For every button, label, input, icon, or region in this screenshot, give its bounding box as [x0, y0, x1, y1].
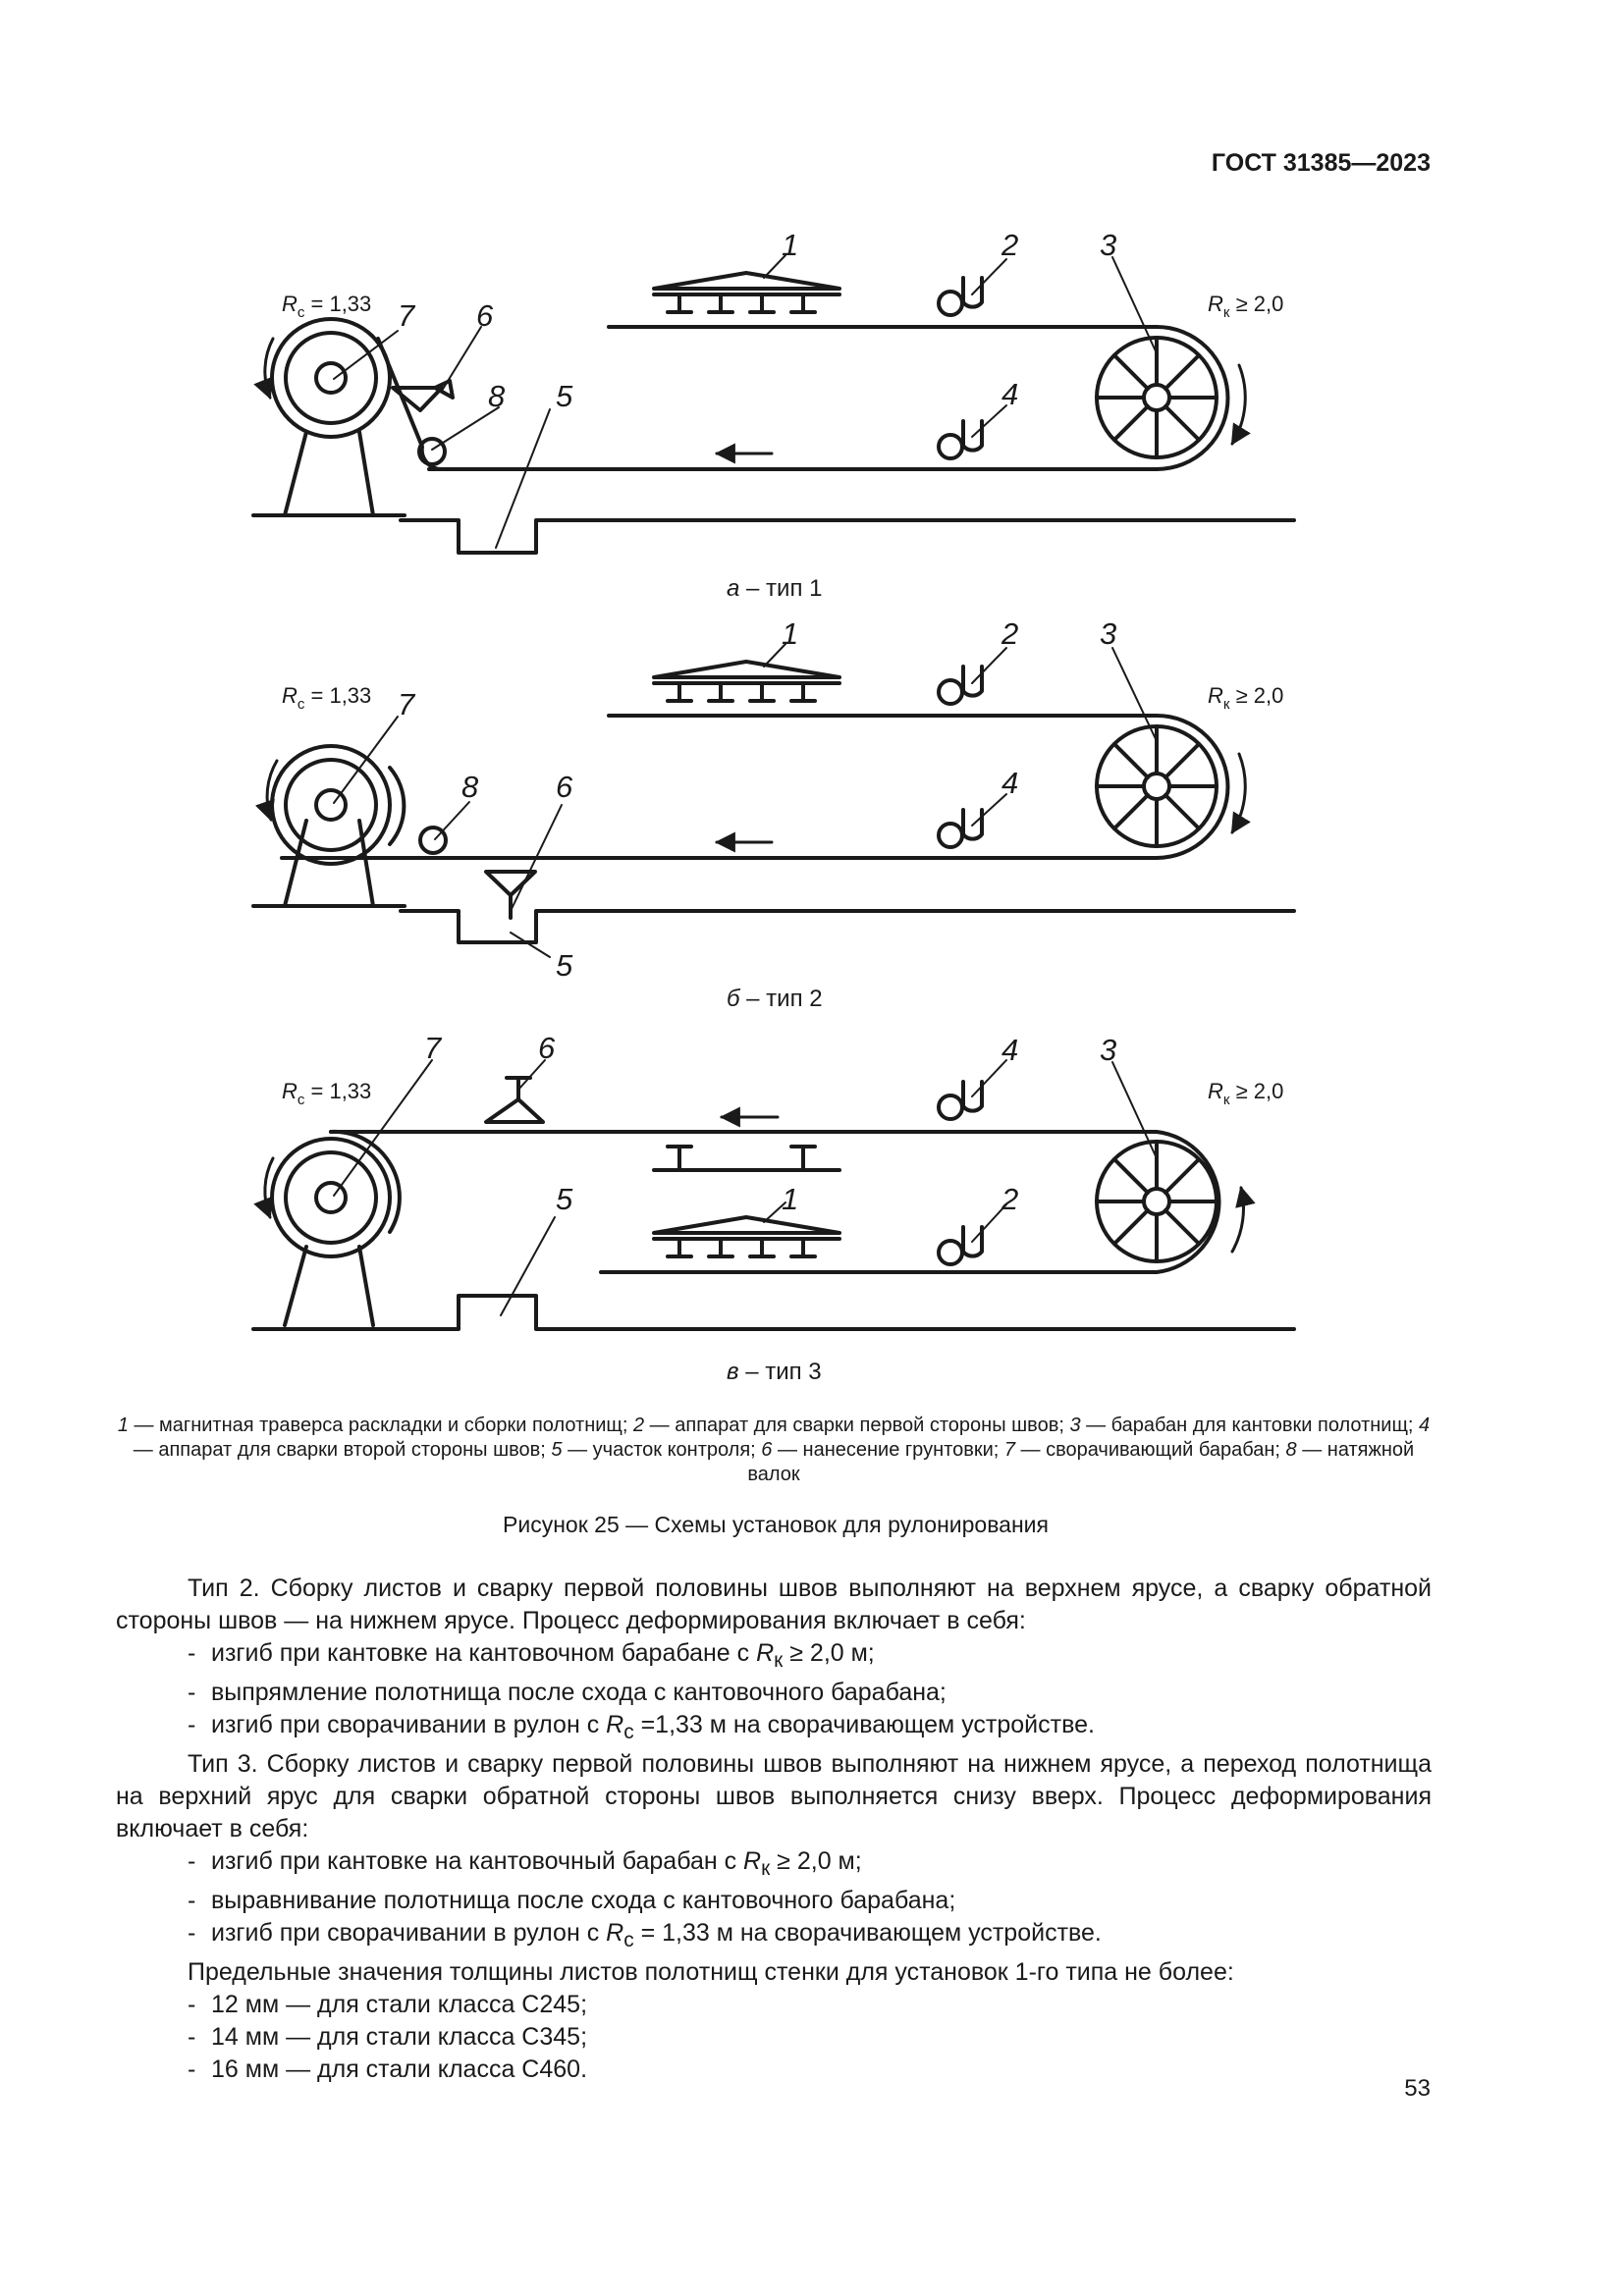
list-item: - 14 мм — для стали класса С345; — [188, 2023, 588, 2051]
label-3: 3 — [1100, 1033, 1117, 1067]
list-item: - изгиб при кантовке на кантовочный барабан с $R_к \ge 2,0$ м; — [188, 1847, 862, 1880]
label-8: 8 — [488, 379, 506, 413]
label-1: 1 — [782, 228, 799, 262]
label-7: 7 — [398, 687, 415, 721]
traverse-1 — [654, 1217, 839, 1256]
rk-label: $R_к \ge 2,0$ — [1208, 1079, 1284, 1108]
panel-caption-b: б – тип 2 — [727, 986, 823, 1012]
welder-2 — [939, 278, 982, 315]
label-7: 7 — [398, 298, 415, 333]
limits-paragraph: Предельные значения толщины листов полотнищ стенки для установок 1-го типа не более: — [188, 1958, 1234, 1986]
label-2: 2 — [1001, 1182, 1019, 1216]
label-3: 3 — [1100, 616, 1117, 651]
rc-label: $R_с = 1,33$ — [282, 683, 372, 713]
list-item: - 16 мм — для стали класса С460. — [188, 2056, 588, 2083]
label-8: 8 — [461, 770, 479, 804]
label-2: 2 — [1001, 228, 1019, 262]
label-6: 6 — [538, 1031, 556, 1065]
label-4: 4 — [1001, 1033, 1019, 1067]
label-1: 1 — [782, 616, 799, 651]
welder-4 — [939, 1082, 982, 1119]
label-1: 1 — [782, 1182, 799, 1216]
welder-2 — [939, 1227, 982, 1264]
list-item: - изгиб при сворачивании в рулон с $R_с = 1,33$ м на сворачивающем устройстве. — [188, 1919, 1102, 1951]
rc-label: $R_с = 1,33$ — [282, 1079, 372, 1108]
traverse-1 — [654, 662, 839, 701]
rk-label: $R_к \ge 2,0$ — [1208, 292, 1284, 321]
label-5: 5 — [556, 379, 573, 413]
kanting-drum-3 — [1097, 726, 1217, 846]
label-4: 4 — [1001, 766, 1019, 800]
label-5: 5 — [556, 948, 573, 983]
page-number: 53 — [1404, 2075, 1431, 2102]
kanting-drum-3 — [1097, 338, 1217, 457]
welder-4 — [939, 421, 982, 458]
type2-paragraph: Тип 2. Сборку листов и сварку первой половины швов выполняют на верхнем ярусе, а сварку обратной стороны швов — на нижнем ярусе. Процесс деформирования включает в себя: — [116, 1575, 1432, 1634]
body-text — [116, 1573, 1432, 2086]
label-6: 6 — [556, 770, 573, 804]
rc-label: $R_с = 1,33$ — [282, 292, 372, 321]
label-2: 2 — [1001, 616, 1019, 651]
list-item: - 12 мм — для стали класса С245; — [188, 1991, 588, 2018]
rk-label: $R_к \ge 2,0$ — [1208, 683, 1284, 713]
kanting-drum-3 — [1097, 1142, 1217, 1261]
label-4: 4 — [1001, 377, 1019, 411]
welder-2 — [939, 667, 982, 704]
list-item: - выравнивание полотнища после схода с кантовочного барабана; — [188, 1887, 956, 1914]
list-item: - выпрямление полотнища после схода с кантовочного барабана; — [188, 1679, 947, 1706]
traverse-1 — [654, 273, 839, 312]
label-5: 5 — [556, 1182, 573, 1216]
list-item: - изгиб при кантовке на кантовочном барабане с $R_к \ge 2,0$ м; — [188, 1639, 875, 1672]
welder-4 — [939, 810, 982, 847]
list-item: - изгиб при сворачивании в рулон с $R_с =1,33$ м на сворачивающем устройстве. — [188, 1711, 1095, 1743]
label-7: 7 — [424, 1031, 442, 1065]
label-3: 3 — [1100, 228, 1117, 262]
figure-legend: 1 — магнитная траверса раскладки и сборки полотнищ; 2 — аппарат для сварки первой стороны швов; 3 — барабан для кантовки полотнищ; 4 — аппарат для сварки второй стороны швов; 5 — участок контроля; 6 — нанесение грунтовки; 7 — сворачивающий барабан; 8 — натяжной валок — [117, 1415, 1431, 1485]
document-header: ГОСТ 31385—2023 — [1211, 149, 1431, 177]
type3-paragraph: Тип 3. Сборку листов и сварку первой половины швов выполняют на нижнем ярусе, а переход полотнища на верхний ярус для сварки обратной стороны швов выполняется снизу вверх. Процесс деформирования включает в себя: — [116, 1750, 1432, 1842]
label-6: 6 — [476, 298, 494, 333]
panel-caption-a: а – тип 1 — [727, 575, 823, 602]
panel-caption-c: в – тип 3 — [727, 1359, 822, 1385]
figure-title: Рисунок 25 — Схемы установок для рулонирования — [503, 1512, 1049, 1537]
